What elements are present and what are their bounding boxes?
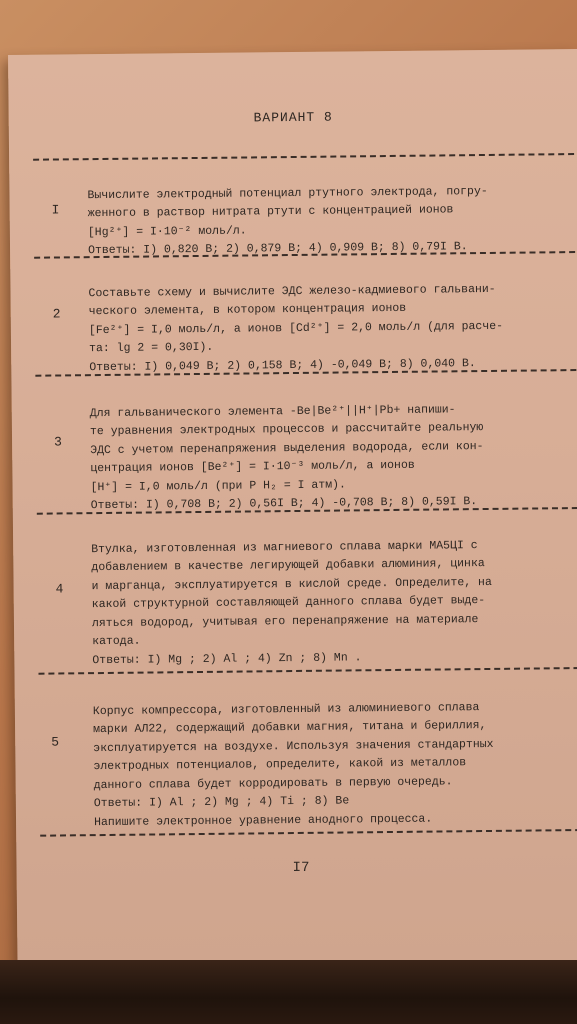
- question-4: [91, 517, 555, 688]
- question-5: [93, 679, 557, 850]
- question-3-answers: Ответы: I) 0,708 В; 2) 0,56I В; 4) -0,708 В; 8) 0,59I В.: [90, 495, 478, 513]
- question-4-answers: Ответы: I) Mg ; 2) Al ; 4) Zn ; 8) Mn .: [92, 650, 362, 667]
- question-5-text: Корпус компрессора, изготовленный из алюминиевого сплава марки АЛ22, содержащий добавки магния, титана и бериллия, эксплуатируется на воздухе. Используя значения стандартных электродных потенциалов, определите, какой из металлов данного сплава будет корродировать в первую очередь.: [92, 700, 494, 792]
- question-2: [88, 261, 551, 395]
- question-1-answers: Ответы: I) 0,820 В; 2) 0,879 В; 4) 0,909 В; 8) 0,79I В.: [88, 240, 468, 258]
- desk-shadow: [0, 960, 577, 1024]
- divider: [33, 153, 574, 161]
- question-2-number: 2: [52, 306, 61, 322]
- page-number: I7: [292, 859, 310, 877]
- question-4-text: Втулка, изготовленная из магниевого сплава марки МА5ЦI с добавлением в качестве легирующей добавки алюминия, цинка и марганца, эксплуатируется в кислой среде. Определите, на какой структурной составляющей данного сплава будет выде- ляться водород, учитывая его перенапряжение на материале катода.: [91, 538, 492, 649]
- question-4-number: 4: [55, 581, 64, 597]
- variant-title: ВАРИАНТ 8: [253, 109, 333, 126]
- question-2-text: Составьте схему и вычислите ЭДС железо-кадмиевого гальвани- ческого элемента, в котором концентрация ионов [Fe²⁺] = I,0 моль/л, а ионов [Cd²⁺] = 2,0 моль/л (для расче- та: lg 2 = 0,30I).: [88, 282, 504, 356]
- question-3-number: 3: [53, 434, 62, 450]
- question-5-answers: Ответы: I) Al ; 2) Mg ; 4) Ti ; 8) Be Напишите электронное уравнение анодного процесса.: [93, 794, 433, 829]
- document-page: [8, 49, 577, 967]
- question-1-number: I: [51, 202, 60, 218]
- question-2-answers: Ответы: I) 0,049 В; 2) 0,158 В; 4) -0,049 В; 8) 0,040 В.: [89, 356, 476, 374]
- question-5-number: 5: [51, 734, 60, 750]
- question-1-text: Вычислите электродный потенциал ртутного электрода, погру- женного в раствор нитрата ртути с концентрацией ионов [Hg²⁺] = I·10⁻² моль/л.: [87, 184, 488, 239]
- question-3-text: Для гальванического элемента -Be|Be²⁺||H⁺|Pb+ напиши- те уравнения электродных процессов и рассчитайте реальную ЭДС с учетом перенапряжения выделения водорода, если кон- центрация ионов [Be²⁺] = I·10⁻³ моль/л, а ионов [H⁺] = I,0 моль/л (при P H₂ = I атм).: [89, 402, 484, 494]
